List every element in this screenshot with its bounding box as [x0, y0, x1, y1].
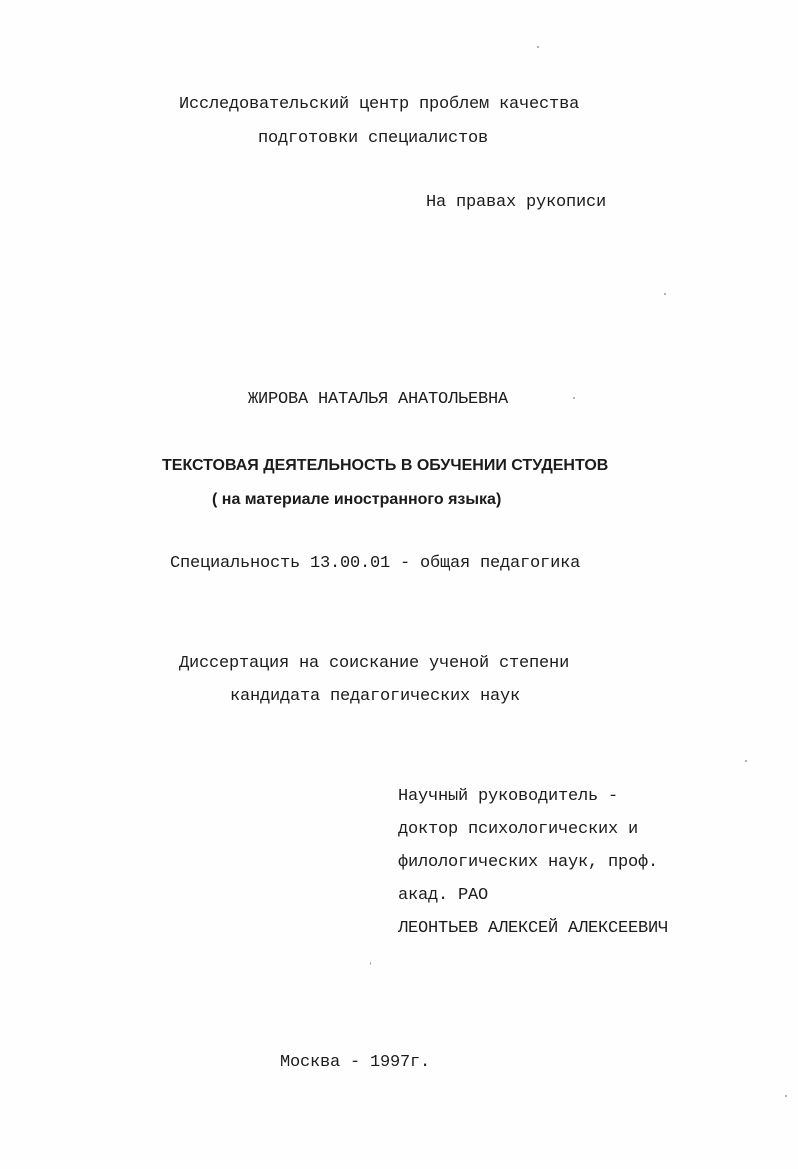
- supervisor-line-2: доктор психологических и: [398, 820, 639, 839]
- supervisor-line-5: ЛЕОНТЬЕВ АЛЕКСЕЙ АЛЕКСЕЕВИЧ: [398, 919, 669, 938]
- dissertation-title-line-1: ТЕКСТОВАЯ ДЕЯТЕЛЬНОСТЬ В ОБУЧЕНИИ СТУДЕНТОВ: [162, 457, 609, 474]
- specialty-line: Специальность 13.00.01 - общая педагогика: [170, 554, 581, 573]
- scan-speck: [573, 397, 575, 399]
- degree-line-1: Диссертация на соискание ученой степени: [179, 654, 570, 673]
- supervisor-line-4: акад. РАО: [398, 886, 489, 905]
- manuscript-note: На правах рукописи: [426, 193, 607, 212]
- institution-line-1: Исследовательский центр проблем качества: [179, 95, 580, 114]
- dissertation-title-line-2: ( на материале иностранного языка): [212, 491, 502, 508]
- author-name: ЖИРОВА НАТАЛЬЯ АНАТОЛЬЕВНА: [248, 390, 509, 409]
- degree-line-2: кандидата педагогических наук: [230, 687, 521, 706]
- scan-speck: [785, 1095, 787, 1097]
- scan-speck: [537, 46, 539, 48]
- institution-line-2: подготовки специалистов: [258, 129, 489, 148]
- scan-speck: [664, 293, 666, 295]
- supervisor-line-3: филологических наук, проф.: [398, 853, 659, 872]
- city-year: Москва - 1997г.: [280, 1053, 431, 1072]
- scan-speck: [745, 760, 747, 762]
- supervisor-line-1: Научный руководитель -: [398, 787, 619, 806]
- scan-speck: [370, 962, 371, 965]
